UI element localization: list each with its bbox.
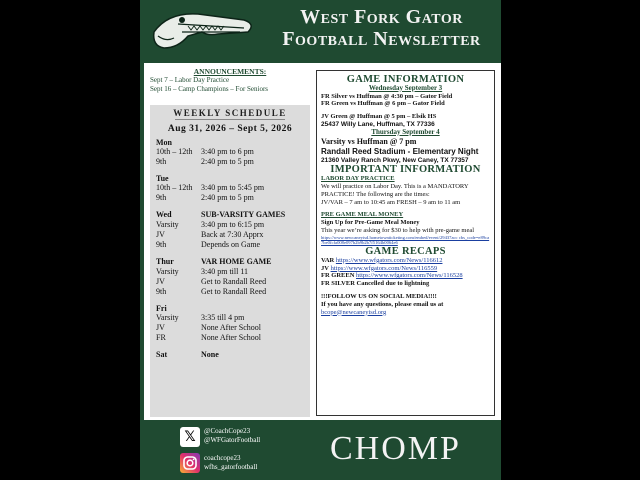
- group-label: 9th: [156, 193, 167, 202]
- announcement-item: Sept 16 – Camp Champions – For Seniors: [150, 85, 269, 93]
- group-label: 9th: [156, 240, 167, 249]
- fr-silver-note: FR SILVER Cancelled due to lightning: [321, 280, 430, 288]
- schedule-dates: Aug 31, 2026 – Sept 5, 2026: [167, 124, 293, 134]
- newsletter-title-line2: Football Newsletter: [282, 28, 481, 50]
- x-handle[interactable]: @WFGatorFootball: [204, 436, 261, 444]
- group-label: 10th – 12th: [156, 147, 193, 156]
- group-label: 9th: [156, 157, 167, 166]
- recap-link-var[interactable]: https://www.wfgators.com/News/116612: [335, 256, 443, 264]
- time-value: Depends on Game: [201, 240, 261, 249]
- day-name: Sat: [156, 350, 168, 359]
- group-label: JV: [156, 323, 165, 332]
- varsity-game-line: Varsity vs Huffman @ 7 pm: [321, 136, 417, 146]
- group-label: FR: [156, 333, 166, 342]
- announcements: [150, 67, 310, 94]
- meal-money-title: PRE GAME MEAL MONEY: [321, 211, 404, 219]
- schedule-title-divider: [175, 119, 285, 120]
- day-name: Fri: [156, 304, 167, 313]
- announcements-title: ANNOUNCEMENTS:: [193, 67, 267, 76]
- schedule-day-tue: [156, 174, 304, 203]
- chomp-slogan: CHOMP: [330, 430, 461, 467]
- important-info-title: IMPORTANT INFORMATION: [330, 164, 481, 176]
- time-value: None After School: [201, 333, 261, 342]
- day-name: Tue: [156, 174, 169, 183]
- day-name: Wed: [156, 210, 172, 219]
- recap-label: VAR: [321, 256, 335, 264]
- instagram-icon[interactable]: [180, 453, 200, 473]
- game-info-title: GAME INFORMATION: [346, 74, 465, 85]
- instagram-handle[interactable]: wfhs_gatorfootball: [204, 463, 258, 471]
- time-value: 3:40 pm to 6 pm: [201, 147, 254, 156]
- recap-label: FR GREEN: [321, 272, 355, 280]
- venue-line: Randall Reed Stadium - Elementary Night: [321, 146, 479, 156]
- venue-address: 21360 Valley Ranch Pkwy, New Caney, TX 77357: [321, 156, 469, 164]
- recap-label: JV: [321, 264, 329, 272]
- time-value: None After School: [201, 323, 261, 332]
- x-icon[interactable]: 𝕏: [180, 427, 200, 447]
- time-value: 2:40 pm to 5 pm: [201, 157, 254, 166]
- time-value: None: [201, 350, 219, 359]
- header: [140, 0, 501, 63]
- thursday-label: Thursday September 4: [371, 127, 440, 136]
- group-label: Varsity: [156, 313, 179, 322]
- instagram-handle[interactable]: coachcope23: [204, 454, 241, 462]
- info-box: [316, 70, 495, 416]
- time-value: 3:40 pm to 5:45 pm: [201, 183, 265, 192]
- group-label: 9th: [156, 287, 167, 296]
- schedule-day-sat: [156, 350, 304, 360]
- time-value: Get to Randall Reed: [201, 277, 267, 286]
- recap-link-jv[interactable]: https://www.wfgators.com/News/116559: [330, 264, 438, 272]
- game-address: 25437 Willy Lane, Huffman, TX 77336: [321, 120, 435, 128]
- game-line: JV Green @ Huffman @ 5 pm – Elsik HS: [321, 113, 437, 121]
- time-value: Back at 7:30 Apprx: [201, 230, 264, 239]
- schedule-day-thu: [156, 257, 304, 297]
- time-value: 3:40 pm to 6:15 pm: [201, 220, 265, 229]
- time-value: Get to Randall Reed: [201, 287, 267, 296]
- time-value: 2:40 pm to 5 pm: [201, 193, 254, 202]
- game-line: FR Green vs Huffman @ 6 pm – Gator Field: [321, 100, 445, 108]
- time-value: 3:35 till 4 pm: [201, 313, 245, 322]
- group-label: JV: [156, 230, 165, 239]
- group-label: 10th – 12th: [156, 183, 193, 192]
- weekly-schedule: [150, 105, 310, 417]
- schedule-day-mon: [156, 138, 304, 167]
- questions-text: If you have any questions, please email us at: [321, 300, 444, 308]
- instagram-handles: [204, 454, 257, 472]
- announcement-item: Sept 7 – Labor Day Practice: [150, 76, 230, 84]
- schedule-day-fri: [156, 304, 304, 343]
- schedule-day-wed: [156, 210, 304, 250]
- meal-money-text: This year we’re asking for $30 to help with pre-game meal: [321, 226, 475, 234]
- x-handles: [204, 427, 260, 445]
- day-heading: SUB-VARSITY GAMES: [201, 210, 286, 219]
- meal-money-link[interactable]: https://www.newcaneyisd.hometownticketing.com/embed/event/29437acc cbs_code=e89ca7be0fcfa008e097b2b9b2b7f5164b0064e6: [321, 234, 490, 246]
- day-name: Mon: [156, 138, 172, 147]
- meal-money-subtitle: Sign Up for Pre-Game Meal Money: [321, 219, 420, 227]
- group-label: JV: [156, 277, 165, 286]
- day-name: Thur: [156, 257, 174, 266]
- x-handle[interactable]: @CoachCope23: [204, 427, 251, 435]
- social-media-callout: !!!FOLLOW US ON SOCIAL MEDIA!!!!: [321, 292, 437, 300]
- newsletter-title-line1: West Fork Gator: [300, 6, 463, 28]
- labor-day-title: LABOR DAY PRACTICE: [321, 175, 395, 183]
- footer: [140, 420, 501, 480]
- game-line: FR Silver vs Huffman @ 4:30 pm – Gator Field: [321, 92, 453, 100]
- gator-logo-icon: [148, 2, 260, 60]
- wednesday-label: Wednesday September 3: [368, 83, 443, 92]
- labor-day-text: We will practice on Labor Day. This is a MANDATORY PRACTICE! The following are the times:: [321, 182, 469, 198]
- content-area: [144, 63, 501, 420]
- group-label: Varsity: [156, 220, 179, 229]
- game-recaps-title: GAME RECAPS: [365, 245, 446, 257]
- group-label: Varsity: [156, 267, 179, 276]
- recap-link-fr-green[interactable]: https://www.wfgators.com/News/116528: [356, 272, 463, 280]
- contact-email-link[interactable]: bcope@newcaneyisd.org: [321, 308, 387, 316]
- time-value: 3:40 pm till 11: [201, 267, 249, 276]
- labor-day-times: JV/VAR – 7 am to 10:45 am FRESH – 9 am to 11 am: [321, 198, 461, 206]
- schedule-title: WEEKLY SCHEDULE: [173, 108, 287, 118]
- day-heading: VAR HOME GAME: [201, 257, 272, 266]
- newsletter-page: [140, 0, 501, 480]
